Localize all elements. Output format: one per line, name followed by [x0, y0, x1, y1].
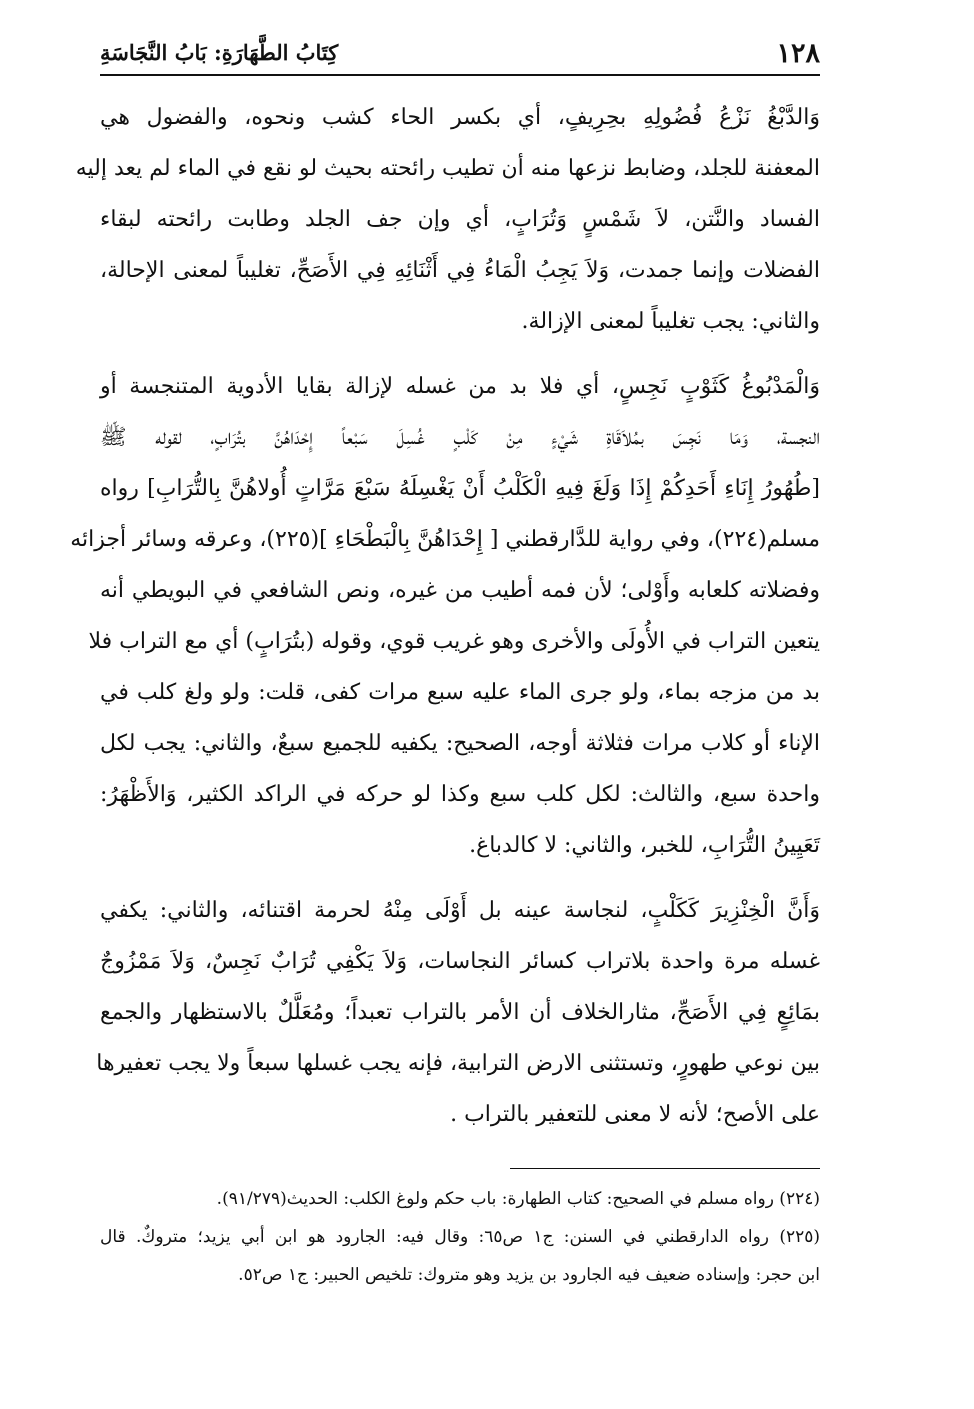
text-line: غسله مرة واحدة بلاتراب كسائر النجاسات، وَلاَ يَكْفِي تُرَابٌ نَجِسٌ، وَلاَ مَمْزُوجٌ — [100, 949, 820, 974]
main-text — [70, 92, 820, 1154]
text-line: الفساد والنَّتن، لاَ شَمْسٍ وَتُرَابٍ، أي وإن جف الجلد وطابت رائحته لبقاء — [100, 207, 820, 232]
text-line: واحدة سبع، والثالث: لكل كلب سبع وكذا لو حركه في الراكد الكثير، وَالأَظْهَرُ: — [100, 782, 820, 807]
text-line: وَالْمَدْبُوغُ كَثَوْبٍ نَجِسٍ، أي فلا بد من غسله لإزالة بقايا الأدوية المتنجسة أو — [100, 374, 820, 399]
footnote-225-continued: ابن حجر: وإسناده ضعيف فيه الجارود بن يزيد وهو متروك: تلخيص الحبير: ج١ ص٥٢. — [238, 1265, 820, 1285]
text-line: وَالدَّبْغُ نَزْعُ فُضُولِهِ بحِرِيفٍ، أي بكسر الحاء كشب ونحوه، والفضول هي — [100, 105, 820, 130]
paragraph-pig — [96, 885, 820, 1140]
text-line: بمَائِعٍ فِي الأَصَحِّ، مثارالخلاف أن الأمر بالتراب تعبداً؛ ومُعَلَّلٌ بالاستظهار والجمع — [100, 1000, 820, 1025]
paragraph-tanned-hide — [70, 361, 820, 871]
footnote-divider — [510, 1168, 820, 1169]
page-number: ١٢٨ — [776, 38, 820, 69]
paragraph-tanning — [75, 92, 820, 347]
text-line: بد من مزجه بماء، ولو جرى الماء عليه سبع مرات كفى، قلت: ولو ولغ كلب في — [100, 680, 820, 705]
running-title: كِتَابُ الطَّهَارَةِ: بَابُ النَّجَاسَةِ — [100, 40, 339, 65]
text-line: والثاني: يجب تغليباً لمعنى الإزالة. — [521, 309, 820, 334]
text-line: بين نوعي طهورٍ، وتستثنى الارض الترابية، فإنه يجب غسلها سبعاً ولا يجب تعفيرها — [96, 1051, 820, 1076]
text-line: على الأصح؛ لأنه لا معنى للتعفير بالتراب . — [450, 1102, 820, 1127]
page-header — [100, 36, 820, 76]
footnotes — [100, 1180, 820, 1294]
text-line: المعفنة للجلد، وضابط نزعها منه أن تطيب رائحته بحيث لو نقع في الماء لم يعد إليه — [75, 156, 820, 181]
footnote-225: (٢٢٥) رواه الدارقطني في السنن: ج١ ص٦٥: وقال فيه: الجارود هو ابن أبي يزيد؛ متروكٌ. قال — [100, 1227, 820, 1247]
text-line: تَعَيِينُ التُّرَابِ، للخبر، والثاني: لا كالدباغ. — [469, 833, 820, 858]
text-line: وَأَنَّ الْخِنْزِيرَ كَكَلْبٍ، لنجاسة عينه بل أَوْلَى مِنْهُ لحرمة اقتنائه، والثاني: يكفي — [100, 898, 820, 923]
text-line: الإناء أو كلاب مرات فثلاثة أوجه، الصحيح: يكفيه للجميع سبعٌ، والثاني: يجب لكل — [100, 731, 820, 756]
text-line: الفضلات وإنما جمدت، وَلاَ يَجِبُ الْمَاءُ فِي أَثْنَائِهِ فِي الأَصَحِّ، تغليباً لمعنى الإحالة، — [100, 258, 820, 283]
text-line: مسلم(٢٢٤)، وفي رواية للدَّارقطني [ إِحْدَاهُنَّ بِالْبَطْحَاءِ ](٢٢٥)، وعرقه وسائر أجزائه — [70, 527, 820, 552]
text-line: وفضلاته كلعابه وأَوْلى؛ لأن فمه أطيب من غيره، ونص الشافعي في البويطي أنه — [100, 578, 820, 603]
text-line: [طُهُورُ إِنَاءِ أَحَدِكُمْ إِذَا وَلَغَ فِيهِ الْكَلْبُ أَنْ يَغْسِلَهُ سَبْعَ مَرَّاتٍ أُولاهُنَّ بِالتُّرَابِ] رواه — [100, 476, 820, 501]
text-line: يتعين التراب في الأُولَى والأخرى وهو غريب قوي، وقوله (بتُرَابٍ) أي مع التراب فلا — [88, 629, 820, 654]
footnote-224: (٢٢٤) رواه مسلم في الصحيح: كتاب الطهارة: باب حكم ولوغ الكلب: الحديث(٩١/٢٧٩). — [216, 1189, 820, 1209]
text-line: النجسة، وَمَا نَجِسَ بمُلاَقَاةِ شَيْءٍ مِنْ كَلْبٍ غُسِلَ سَبْعاً إِحْدَاهُنَّ بتُرَابٍ، لقوله ﷺ — [100, 425, 820, 450]
